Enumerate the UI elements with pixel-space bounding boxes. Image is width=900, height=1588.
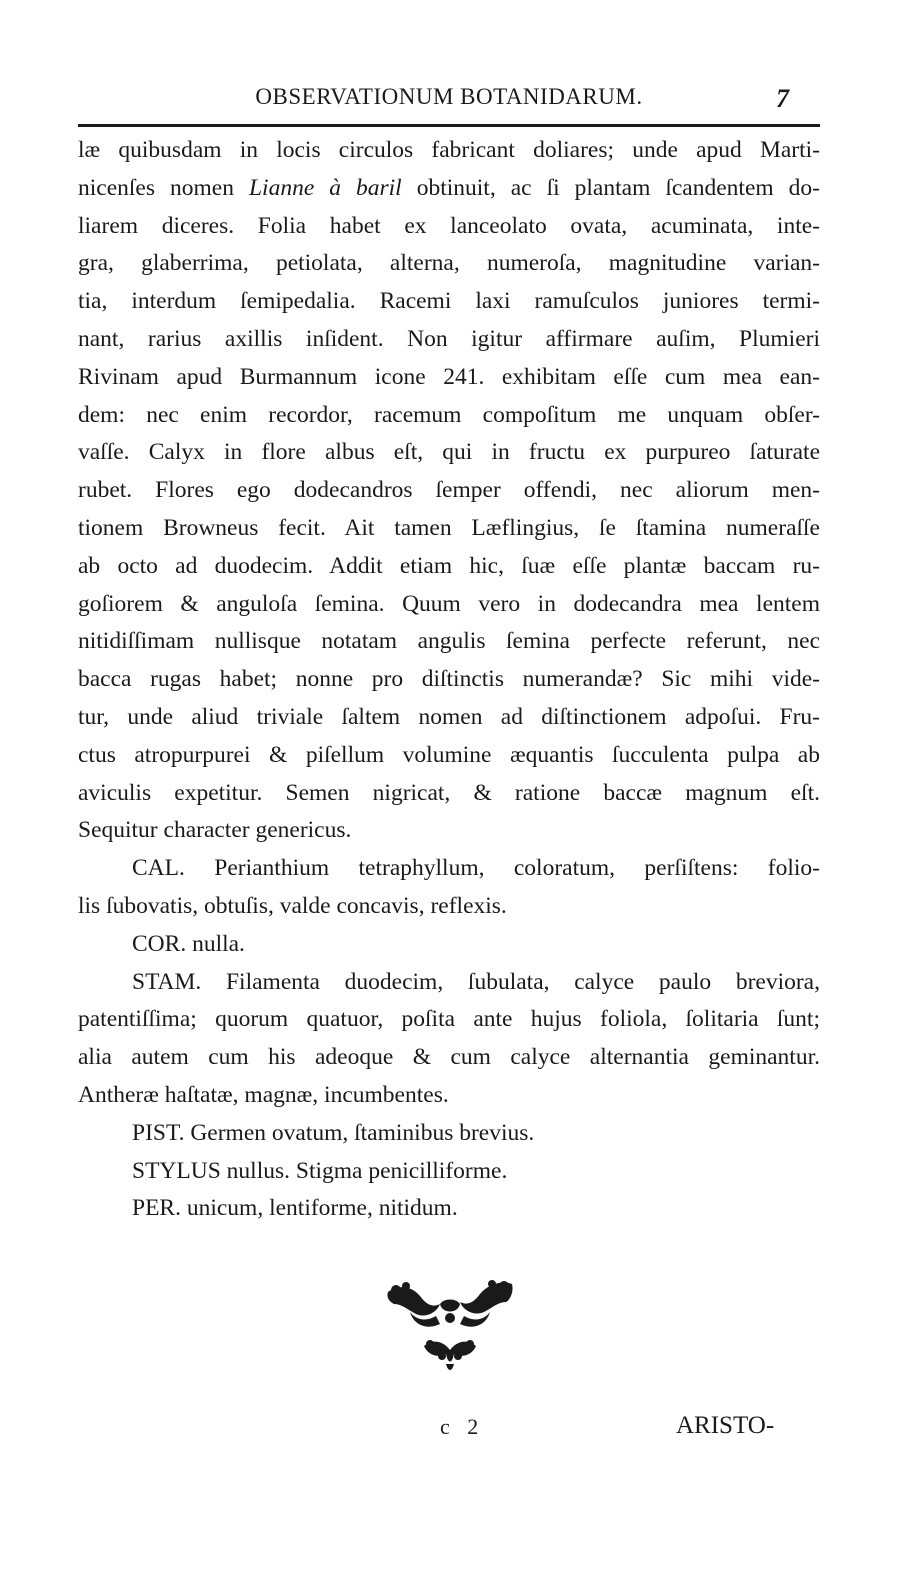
text-line: gra, glaberrima, petiolata, alterna, numeroſa, magnitudine varian- <box>78 250 820 277</box>
text-line: ab octo ad duodecim. Addit etiam hic, ſuæ eſſe plantæ baccam ru- <box>78 552 820 579</box>
page-number: 7 <box>776 84 789 113</box>
text-line: lis ſubovatis, obtuſis, valde concavis, reflexis. <box>78 892 507 919</box>
text-line: vaſſe. Calyx in flore albus eſt, qui in fructu ex purpureo ſaturate <box>78 439 820 466</box>
text-line: tionem Browneus fecit. Ait tamen Læflingius, ſe ſtamina numeraſſe <box>78 514 820 541</box>
text-line: tia, interdum ſemipedalia. Racemi laxi ramuſculos juniores termi- <box>78 288 820 315</box>
text-line: STAM. Filamenta duodecim, ſubulata, calyce paulo breviora, <box>132 968 820 995</box>
text-line: bacca rugas habet; nonne pro diſtinctis numerandæ? Sic mihi vide- <box>78 666 820 693</box>
text-line: COR. nulla. <box>132 930 245 957</box>
text-line: patentiſſima; quorum quatuor, poſita ante hujus foliola, ſolitaria ſunt; <box>78 1006 820 1033</box>
text-line: alia autem cum his adeoque & cum calyce alternantia geminantur. <box>78 1044 820 1071</box>
text-line: Antheræ haſtatæ, magnæ, incumbentes. <box>78 1081 449 1108</box>
running-head: OBSERVATIONUM BOTANIDARUM. <box>255 84 643 109</box>
signature-mark: c 2 <box>440 1414 485 1439</box>
text-line: liarem diceres. Folia habet ex lanceolato ovata, acuminata, inte- <box>78 212 820 239</box>
body-text <box>78 132 820 1228</box>
text-line: dem: nec enim recordor, racemum compoſitum me unquam obſer- <box>78 401 820 428</box>
header-rule <box>78 124 820 127</box>
text-line: CAL. Perianthium tetraphyllum, coloratum, perſiſtens: folio- <box>132 855 820 882</box>
text-line: Sequitur character genericus. <box>78 817 352 844</box>
text-line: Rivinam apud Burmannum icone 241. exhibitam eſſe cum mea ean- <box>78 363 820 390</box>
text-line: nicenſes nomen Lianne à baril obtinuit, ac ſi plantam ſcandentem do- <box>78 174 820 201</box>
floral-ornament-icon <box>380 1274 520 1386</box>
text-line: STYLUS nullus. Stigma penicilliforme. <box>132 1157 508 1184</box>
catchword: ARISTO- <box>676 1412 775 1439</box>
italic-plant-name: Lianne à baril <box>248 174 402 201</box>
text-line: PIST. Germen ovatum, ſtaminibus brevius. <box>132 1119 535 1146</box>
text-line: PER. unicum, lentiforme, nitidum. <box>132 1195 458 1222</box>
text-line: læ quibusdam in locis circulos fabricant doliares; unde apud Marti- <box>78 137 820 163</box>
text-line: ctus atropurpurei & piſellum volumine æquantis ſucculenta pulpa ab <box>78 741 820 768</box>
text-line: nant, rarius axillis inſident. Non igitur affirmare auſim, Plumieri <box>78 325 820 352</box>
text-line: tur, unde aliud triviale ſaltem nomen ad diſtinctionem adpoſui. Fru- <box>78 703 820 730</box>
text-line: rubet. Flores ego dodecandros ſemper offendi, nec aliorum men- <box>78 477 820 504</box>
text-line: goſiorem & anguloſa ſemina. Quum vero in dodecandra mea lentem <box>78 590 820 617</box>
text-line: nitidiſſimam nullisque notatam angulis ſemina perfecte referunt, nec <box>78 628 820 655</box>
text-line: aviculis expetitur. Semen nigricat, & ratione baccæ magnum eſt. <box>78 779 820 806</box>
